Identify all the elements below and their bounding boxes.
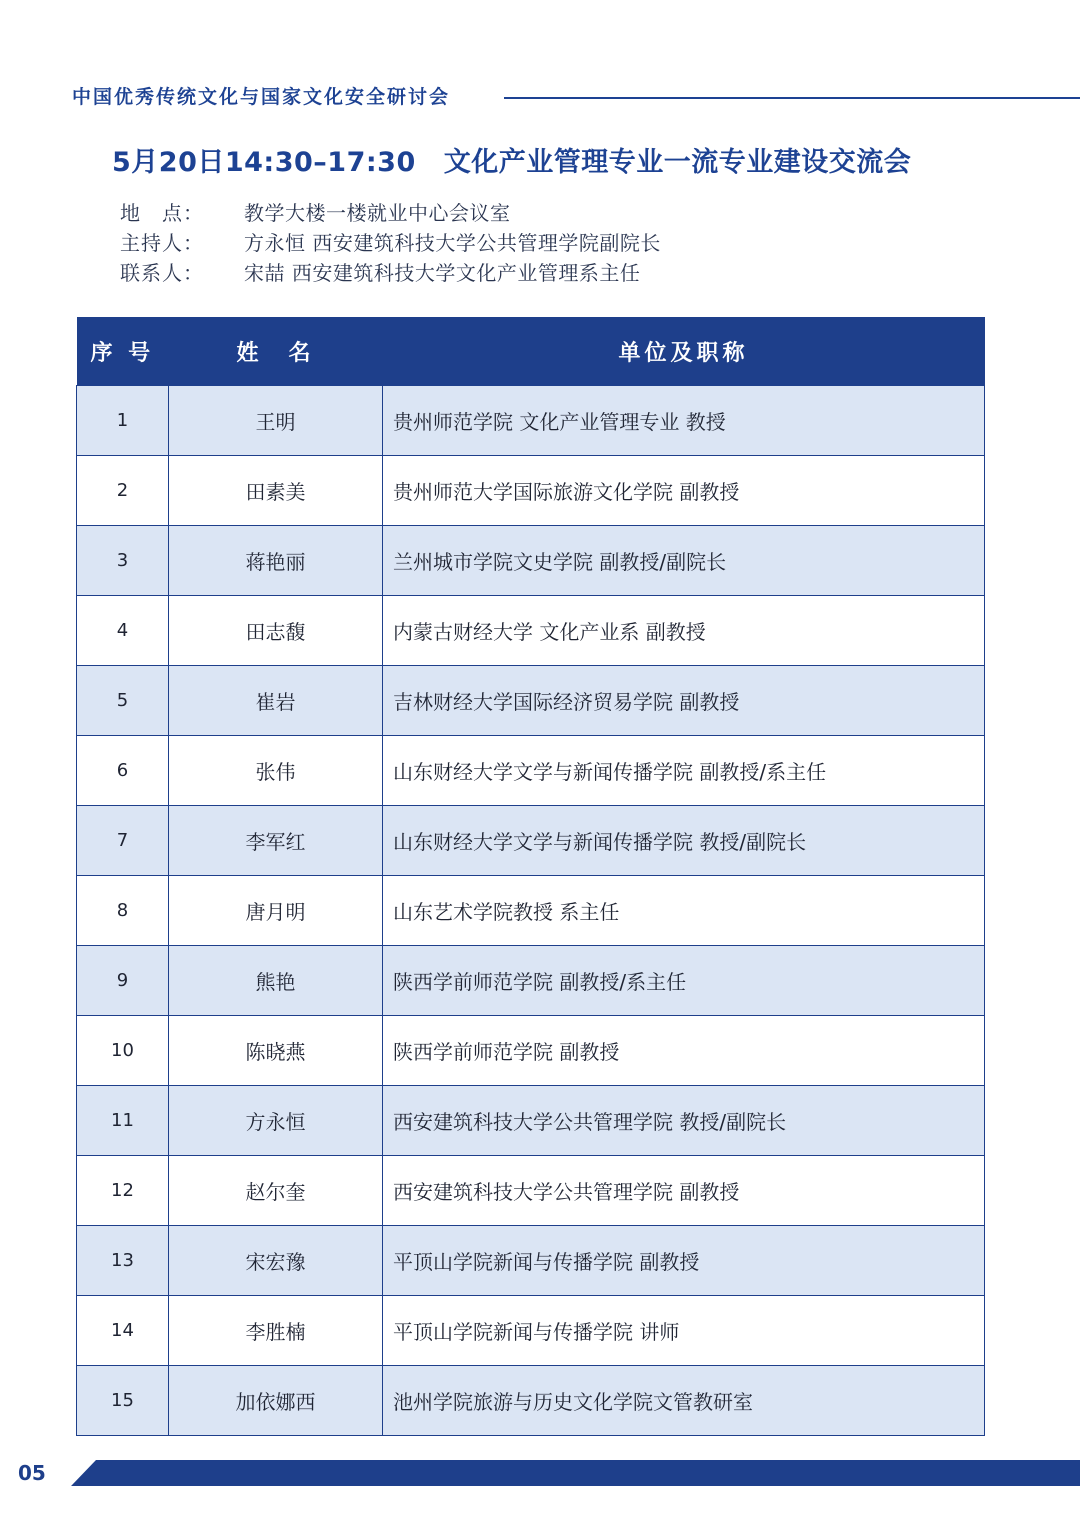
table-header-row [77,317,985,386]
participant-affiliation: 吉林财经大学国际经济贸易学院 副教授 [383,666,985,736]
table-row [77,806,985,876]
participant-affiliation: 山东财经大学文学与新闻传播学院 副教授/系主任 [383,736,985,806]
session-time: 5月20日14:30–17:30 [112,147,416,178]
running-header [72,80,1080,112]
table-row [77,1366,985,1436]
contact-label: 联系人： [120,261,204,285]
row-number: 11 [77,1086,169,1156]
table-row [77,666,985,736]
participant-name: 崔岩 [169,666,383,736]
row-number: 14 [77,1296,169,1366]
row-number: 6 [77,736,169,806]
column-header-number: 序 号 [77,317,169,386]
participant-name: 李军红 [169,806,383,876]
participant-name: 熊艳 [169,946,383,1016]
contact-value: 宋喆 西安建筑科技大学文化产业管理系主任 [244,261,641,285]
participant-affiliation: 陕西学前师范学院 副教授 [383,1016,985,1086]
row-number: 10 [77,1016,169,1086]
participant-name: 李胜楠 [169,1296,383,1366]
row-number: 8 [77,876,169,946]
participant-affiliation: 山东艺术学院教授 系主任 [383,876,985,946]
conference-name: 中国优秀传统文化与国家文化安全研讨会 [72,86,451,108]
participant-name: 宋宏豫 [169,1226,383,1296]
page-number: 05 [18,1461,46,1485]
participant-name: 王明 [169,386,383,456]
row-number: 2 [77,456,169,526]
column-header-name: 姓 名 [169,317,383,386]
participant-affiliation: 池州学院旅游与历史文化学院文管教研室 [383,1366,985,1436]
footer-band [0,1460,1080,1486]
participant-affiliation: 兰州城市学院文史学院 副教授/副院长 [383,526,985,596]
participant-name: 田志馥 [169,596,383,666]
participant-table [76,317,985,1436]
column-header-affiliation: 单位及职称 [383,317,985,386]
participant-name: 方永恒 [169,1086,383,1156]
participant-name: 唐月明 [169,876,383,946]
table-row [77,386,985,456]
row-number: 3 [77,526,169,596]
location-value: 教学大楼一楼就业中心会议室 [244,201,511,225]
participant-affiliation: 内蒙古财经大学 文化产业系 副教授 [383,596,985,666]
participant-affiliation: 西安建筑科技大学公共管理学院 教授/副院长 [383,1086,985,1156]
table-row [77,1226,985,1296]
table-row [77,456,985,526]
session-name: 文化产业管理专业一流专业建设交流会 [443,147,912,178]
location-row [120,198,661,228]
table-row [77,1016,985,1086]
row-number: 9 [77,946,169,1016]
row-number: 1 [77,386,169,456]
row-number: 7 [77,806,169,876]
participant-affiliation: 平顶山学院新闻与传播学院 讲师 [383,1296,985,1366]
table-row [77,946,985,1016]
participant-name: 田素美 [169,456,383,526]
location-label: 地 点： [120,201,204,225]
table-row [77,736,985,806]
participant-affiliation: 西安建筑科技大学公共管理学院 副教授 [383,1156,985,1226]
row-number: 5 [77,666,169,736]
session-title [112,140,911,179]
table-row [77,1156,985,1226]
row-number: 12 [77,1156,169,1226]
session-info [120,198,661,288]
participant-name: 加依娜西 [169,1366,383,1436]
host-label: 主持人： [120,231,204,255]
table-row [77,526,985,596]
participant-affiliation: 平顶山学院新闻与传播学院 副教授 [383,1226,985,1296]
row-number: 4 [77,596,169,666]
row-number: 15 [77,1366,169,1436]
participant-affiliation: 陕西学前师范学院 副教授/系主任 [383,946,985,1016]
table-row [77,876,985,946]
participant-affiliation: 贵州师范大学国际旅游文化学院 副教授 [383,456,985,526]
participant-name: 张伟 [169,736,383,806]
participant-name: 蒋艳丽 [169,526,383,596]
contact-row [120,258,661,288]
participant-affiliation: 贵州师范学院 文化产业管理专业 教授 [383,386,985,456]
table-row [77,1086,985,1156]
row-number: 13 [77,1226,169,1296]
participant-name: 陈晓燕 [169,1016,383,1086]
host-value: 方永恒 西安建筑科技大学公共管理学院副院长 [244,231,661,255]
participant-name: 赵尔奎 [169,1156,383,1226]
header-rule [504,97,1080,99]
host-row [120,228,661,258]
table-row [77,596,985,666]
table-row [77,1296,985,1366]
participant-affiliation: 山东财经大学文学与新闻传播学院 教授/副院长 [383,806,985,876]
